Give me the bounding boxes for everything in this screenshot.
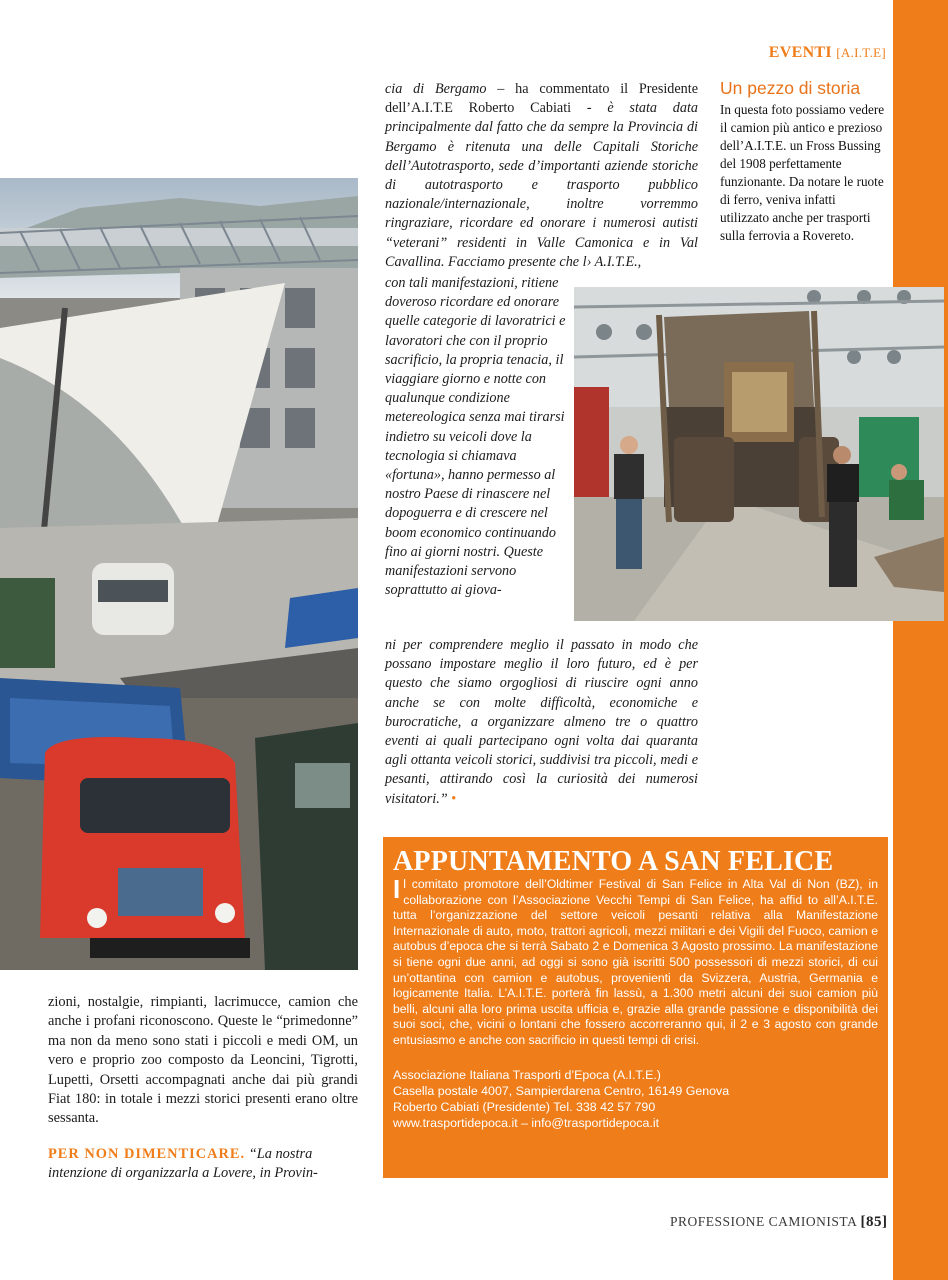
photo-caption-sidebar bbox=[720, 78, 888, 245]
article-middle-top-b: – ha commentato il Presidente dell’A.I.T.E Roberto Cabiati - bbox=[385, 81, 699, 117]
exhibition-photo-illustration bbox=[0, 178, 358, 970]
contact-web[interactable]: www.trasportidepoca.it – info@trasportidepoca.it bbox=[393, 1115, 660, 1130]
exhibition-photo bbox=[0, 178, 358, 970]
caption-title: Un pezzo di storia bbox=[720, 78, 861, 98]
section-label: EVENTI bbox=[768, 44, 832, 61]
contact-phone: Roberto Cabiati (Presidente) Tel. 338 42 57 790 bbox=[393, 1099, 656, 1114]
contact-address: Casella postale 4007, Sampierdarena Centro, 16149 Genova bbox=[393, 1083, 730, 1098]
page-footer bbox=[670, 1214, 887, 1231]
san-felice-box bbox=[383, 837, 888, 1178]
article-middle-top bbox=[385, 80, 698, 272]
caption-text: In questa foto possiamo vedere il camion più antico e prezioso dell’A.I.T.E. un Fross Bussing del 1908 perfettamente funzionante. Da notare le ruote di ferro, veniva infatti utilizzato anche per trasporti sulla ferrovia a Rovereto. bbox=[720, 102, 885, 243]
vintage-truck-photo bbox=[574, 287, 944, 621]
section-sublabel: [A.I.T.E] bbox=[836, 45, 886, 60]
article-middle-bottom-text: ni per comprendere meglio il passato in modo che possano impostare meglio il loro futuro, ed è per questo che siamo orgogliosi di riuscire ogni anno anche se con molte difficoltà, economiche e burocratiche, a organizzare almeno tre o quattro eventi ai quali partecipano ogni volta dai quaranta agli ottanta veicoli storici, suddivisi tra piccoli, medi e pesanti, attirando così la curiosità dei numerosi visitatori.” bbox=[385, 637, 698, 807]
article-subhead-paragraph bbox=[48, 1145, 360, 1184]
page-number-value: 85 bbox=[865, 1214, 882, 1230]
subhead-label: PER NON DIMENTICARE. bbox=[48, 1146, 246, 1162]
box-body bbox=[393, 874, 878, 1049]
article-left-bottom: zioni, nostalgie, rimpianti, lacrimucce, camion che anche i profani riconoscono. Queste le “primedonne” ma non da meno sono stati i piccoli e medi OM, un vero e proprio zoo composto da Leoncini, Tigrotti, Lupetti, Orsetti accompagnati anche dai più grandi Fiat 180: in totale i mezzi storici presenti erano oltre sessanta. bbox=[48, 994, 358, 1127]
box-body-text: l comitato promotore dell’Oldtimer Festival di San Felice in Alta Val di Non (BZ), in collaborazione con l’Associazione Vecchi Tempi di San Felice, ha affid to all’A.I.T.E. tutta l’organizzazione del settore veicoli pesanti relativa alla Manifestazione Internazionale di auto, moto, trattori agricoli, mezzi militari e dei Vigili del Fuoco, camion e autobus d’epoca che si terrà Sabato 2 e Domenica 3 Agosto prossimo. La manifestazione si tiene ogni due anni, ad oggi si sono già iscritti 500 possessori di mezzi storici, di cui un’ottantina con camion e autobus, provenienti da Svizzera, Austria, Germania e logicamente Italia. L’A.I.T.E. porterà fin lassù, a 1.300 metri alcuni dei suoi camion più belli, alcuni alla loro prima uscita ufficia e, grazie alla grande passione e disponibilità dei suoi soci, che, vicini o lontani che fossero accorreranno qui, il 2 e 3 agosto con grande entusiasmo e anche con sacrificio in questi tempi di crisi. bbox=[393, 877, 878, 1047]
article-middle-top-c: è stata data principalmente dal fatto che da sempre la Provincia di Bergamo è ritenuta una delle Capitali Storiche dell’Autotrasporto, sede d’importanti aziende storiche di autotrasporto e trasporto pubblico nazionale/internazionale, inoltre vorremmo ringraziare, ricordare ed onorare i numerosi autisti “veterani” residenti in Valle Camonica e in Val Cavallina. Facciamo presente che l› A.I.T.E., bbox=[385, 100, 698, 270]
section-tag bbox=[769, 44, 886, 62]
article-middle-left: con tali manifestazioni, ritiene doveroso ricordare ed onorare quelle categorie di lavoratrici e lavoratori che con il proprio sacrificio, la propria tenacia, il viaggiare giorno e notte con qualunque condizione metereologica senza mai tirarsi indietro su veicoli dove la tecnologia si chiamava «fortuna», hanno permesso al nostro Paese di rinascere nel dopoguerra e di crescere nel boom economico continuando fino ai giorni nostri. Queste manifestazioni servono soprattutto ai giova- bbox=[385, 275, 566, 599]
magazine-name: PROFESSIONE CAMIONISTA bbox=[670, 1214, 857, 1229]
box-title: APPUNTAMENTO A SAN FELICE bbox=[393, 846, 834, 877]
contact-association: Associazione Italiana Trasporti d’Epoca (A.I.T.E.) bbox=[393, 1067, 661, 1082]
page-number: [85] bbox=[860, 1214, 888, 1230]
vintage-truck-illustration bbox=[574, 287, 944, 621]
end-bullet: • bbox=[451, 790, 457, 807]
article-middle-top-a: cia di Bergamo bbox=[385, 81, 487, 97]
article-middle-bottom bbox=[385, 636, 698, 809]
orange-edge-bar bbox=[893, 0, 948, 1280]
box-contacts bbox=[393, 1067, 878, 1131]
subhead-text: “La nostra intenzione di organizzarla a Lovere, in Provin- bbox=[48, 1146, 318, 1182]
box-dropcap: I bbox=[393, 874, 401, 904]
